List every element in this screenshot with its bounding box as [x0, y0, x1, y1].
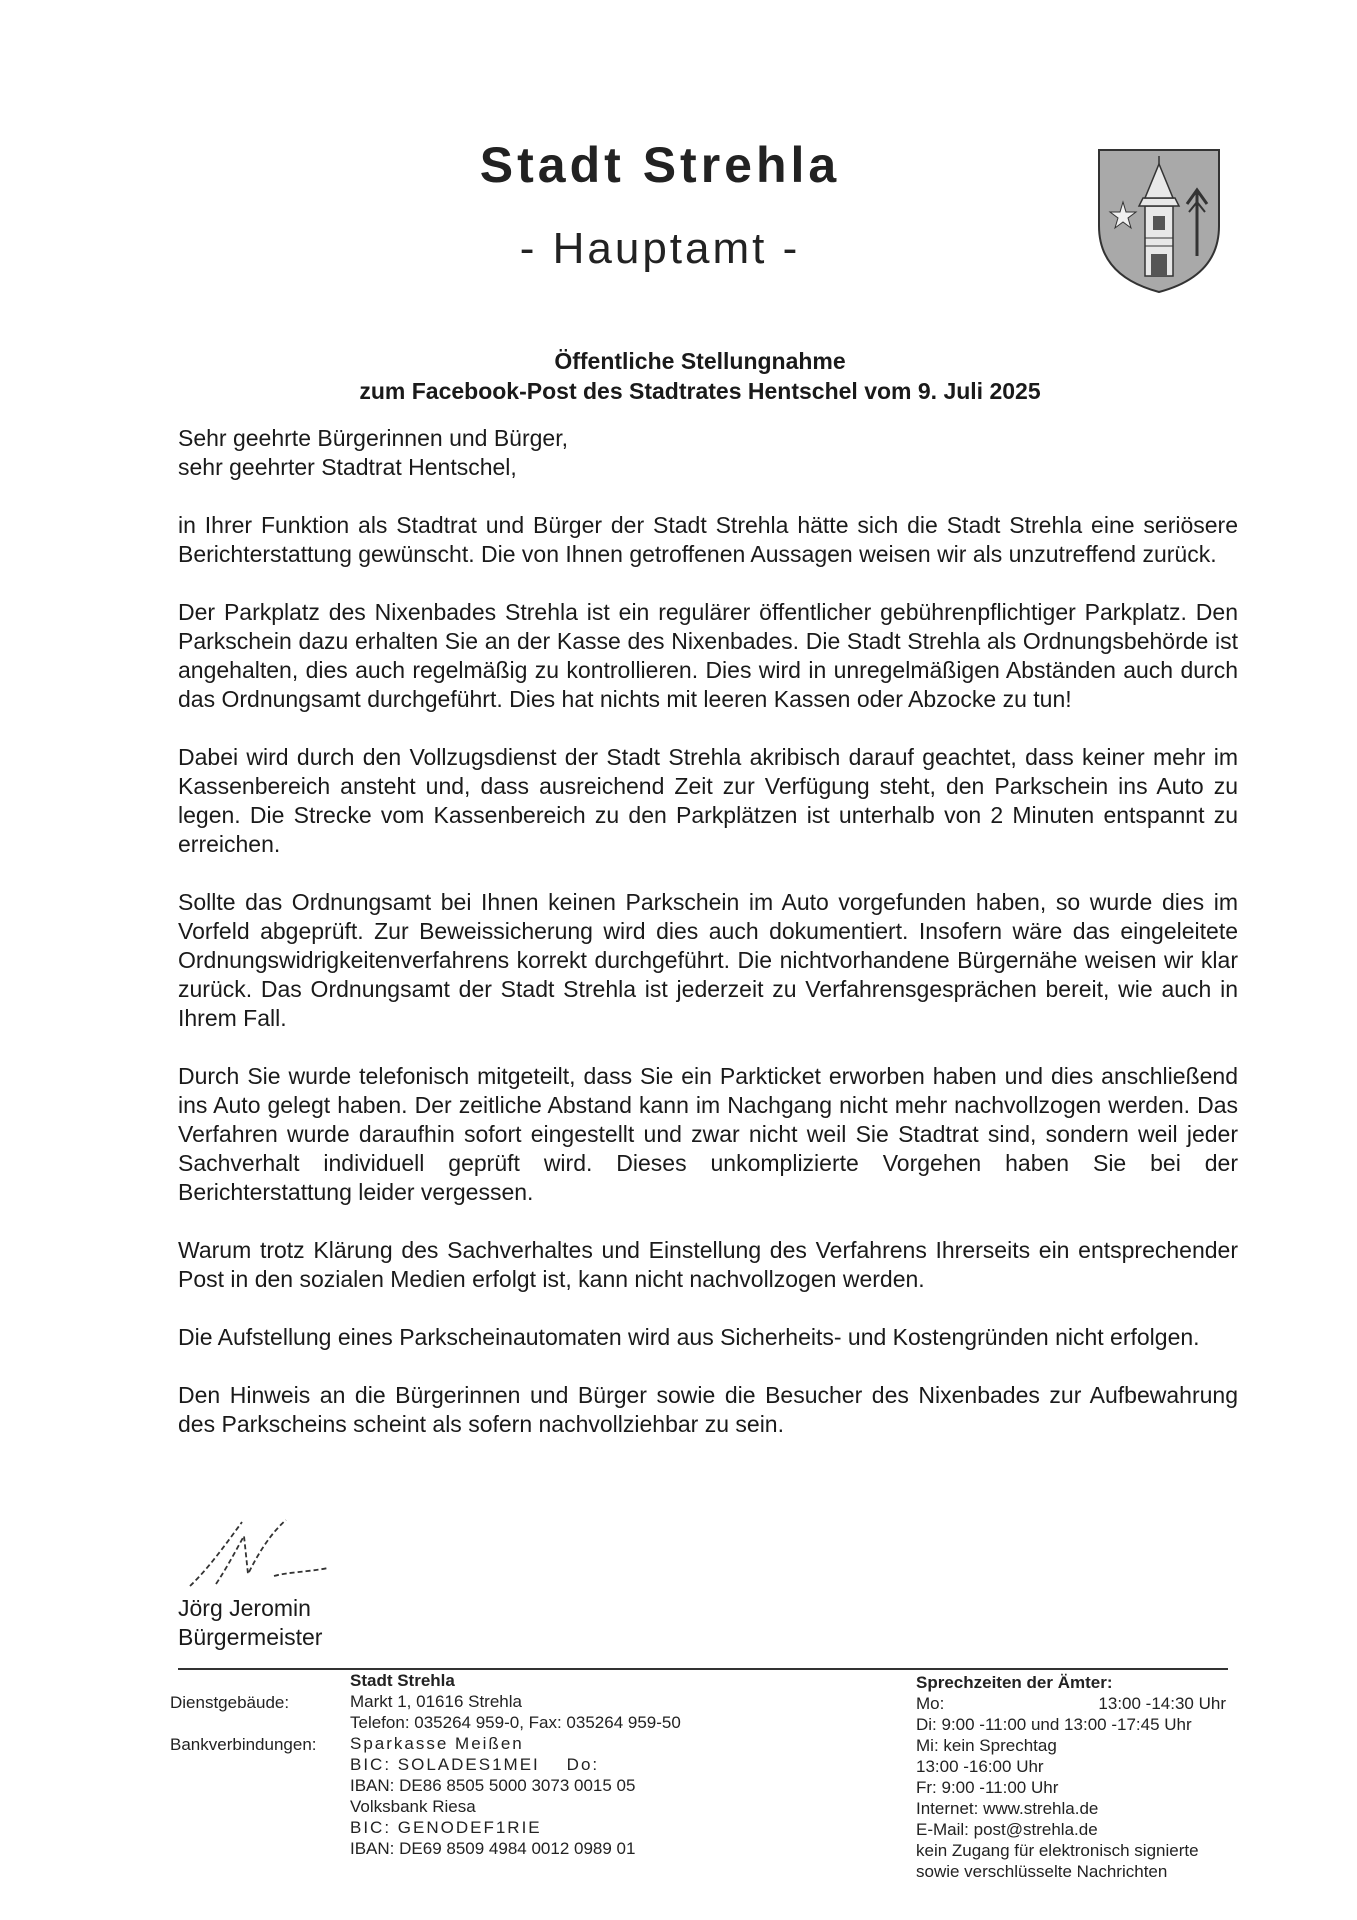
paragraph: Die Aufstellung eines Parkscheinautomaten wird aus Sicherheits- und Kostengründen nicht erfolgen.	[178, 1324, 1200, 1350]
hours-friday: Fr: 9:00 -11:00 Uhr	[916, 1778, 1059, 1797]
footer-divider	[178, 1668, 1228, 1670]
signer-block	[178, 1594, 322, 1652]
organization-name: Stadt Strehla	[479, 137, 841, 193]
hours-tuesday: Di: 9:00 -11:00 und 13:00 -17:45 Uhr	[916, 1715, 1192, 1734]
footer-org: Stadt Strehla	[350, 1671, 455, 1690]
footer-office-hours	[916, 1672, 1226, 1882]
department-name: - Hauptamt -	[519, 224, 801, 273]
footer-email: E-Mail: post@strehla.de	[916, 1820, 1098, 1839]
footer-bic-2: BIC: GENODEF1RIE	[350, 1818, 542, 1837]
footer-bic-1: BIC: SOLADES1MEI Do:	[350, 1755, 600, 1774]
monday-hours: 13:00 -14:30 Uhr	[1098, 1694, 1226, 1713]
hours-monday	[916, 1693, 1226, 1714]
paragraph: Sollte das Ordnungsamt bei Ihnen keinen Parkschein im Auto vorgefunden haben, so wurde dies im Vorfeld abgeprüft. Zur Beweissicherung wird dies auch dokumentiert. Insofern wäre das eingeleitete Ordnungswidrigkeitenverfahrens korrekt durchgeführt. Die nichtvorhandene Bürgernähe weisen wir klar zurück. Das Ordnungsamt der Stadt Strehla ist jederzeit zu Verfahrensgesprächen bereit, wie auch in Ihrem Fall.	[178, 889, 1238, 1031]
footer-phone: Telefon: 035264 959-0, Fax: 035264 959-50	[350, 1713, 681, 1732]
hours-wednesday: Mi: kein Sprechtag	[916, 1736, 1057, 1755]
paragraph: Dabei wird durch den Vollzugsdienst der Stadt Strehla akribisch darauf geachtet, dass keiner mehr im Kassenbereich ansteht und, dass ausreichend Zeit zur Verfügung steht, den Parkschein ins Auto zu legen. Die Strecke vom Kassenbereich zu den Parkplätzen ist unterhalb von 2 Minuten entspannt zu erreichen.	[178, 744, 1238, 857]
subject-line-1: Öffentliche Stellungnahme	[554, 348, 846, 374]
label-building: Dienstgebäude:	[170, 1693, 290, 1712]
footer-iban-2: IBAN: DE69 8509 4984 0012 0989 01	[350, 1839, 636, 1858]
hours-thursday: 13:00 -16:00 Uhr	[916, 1757, 1044, 1776]
paragraph: Durch Sie wurde telefonisch mitgeteilt, dass Sie ein Parkticket erworben haben und dies anschließend ins Auto gelegt haben. Der zeitliche Abstand kann im Nachgang nicht mehr nachvollzogen werden. Das Verfahren wurde daraufhin sofort eingestellt und zwar nicht weil Sie Stadtrat sind, sondern weil jeder Sachverhalt individuell geprüft wird. Dieses unkomplizierte Vorgehen haben Sie bei der Berichterstattung leider vergessen.	[178, 1063, 1238, 1205]
footer-internet: Internet: www.strehla.de	[916, 1799, 1099, 1818]
salutation	[178, 424, 1238, 482]
footer-address-bank	[350, 1670, 681, 1859]
footer-labels	[170, 1692, 317, 1755]
salutation-line-1: Sehr geehrte Bürgerinnen und Bürger,	[178, 425, 568, 451]
subject-line-2: zum Facebook-Post des Stadtrates Hentschel vom 9. Juli 2025	[359, 378, 1041, 404]
signer-name: Jörg Jeromin	[178, 1595, 311, 1621]
salutation-line-2: sehr geehrter Stadtrat Hentschel,	[178, 454, 517, 480]
letter-subject	[200, 346, 1200, 406]
handwritten-signature	[178, 1514, 378, 1594]
letter-body	[178, 424, 1238, 1468]
paragraph: Warum trotz Klärung des Sachverhaltes und Einstellung des Verfahrens Ihrerseits ein entsprechender Post in den sozialen Medien erfolgt ist, kann nicht nachvollzogen werden.	[178, 1237, 1238, 1292]
footer-note-1: kein Zugang für elektronisch signierte	[916, 1841, 1199, 1860]
footer-note-2: sowie verschlüsselte Nachrichten	[916, 1862, 1168, 1881]
paragraph: Den Hinweis an die Bürgerinnen und Bürger sowie die Besucher des Nixenbades zur Aufbewahrung des Parkscheins scheint als sofern nachvollziehbar zu sein.	[178, 1382, 1238, 1437]
label-bank: Bankverbindungen:	[170, 1735, 317, 1754]
footer-iban-1: IBAN: DE86 8505 5000 3073 0015 05	[350, 1776, 636, 1795]
signer-title: Bürgermeister	[178, 1624, 323, 1650]
footer-bank-1: Sparkasse Meißen	[350, 1734, 524, 1753]
paragraph: in Ihrer Funktion als Stadtrat und Bürger der Stadt Strehla hätte sich die Stadt Strehla eine seriösere Berichterstattung gewünscht. Die von Ihnen getroffenen Aussagen weisen wir als unzutreffend zurück.	[178, 512, 1238, 567]
footer-address: Markt 1, 01616 Strehla	[350, 1692, 522, 1711]
monday-label: Mo:	[916, 1694, 945, 1713]
footer-bank-2: Volksbank Riesa	[350, 1797, 476, 1816]
paragraph: Der Parkplatz des Nixenbades Strehla ist ein regulärer öffentlicher gebührenpflichtiger Parkplatz. Den Parkschein dazu erhalten Sie an der Kasse des Nixenbades. Die Stadt Strehla als Ordnungsbehörde ist angehalten, dies auch regelmäßig zu kontrollieren. Dies wird in unregelmäßigen Abständen auch durch das Ordnungsamt durchgeführt. Dies hat nichts mit leeren Kassen oder Abzocke zu tun!	[178, 599, 1238, 712]
hours-title: Sprechzeiten der Ämter:	[916, 1673, 1113, 1692]
town-crest-icon	[1095, 146, 1223, 296]
